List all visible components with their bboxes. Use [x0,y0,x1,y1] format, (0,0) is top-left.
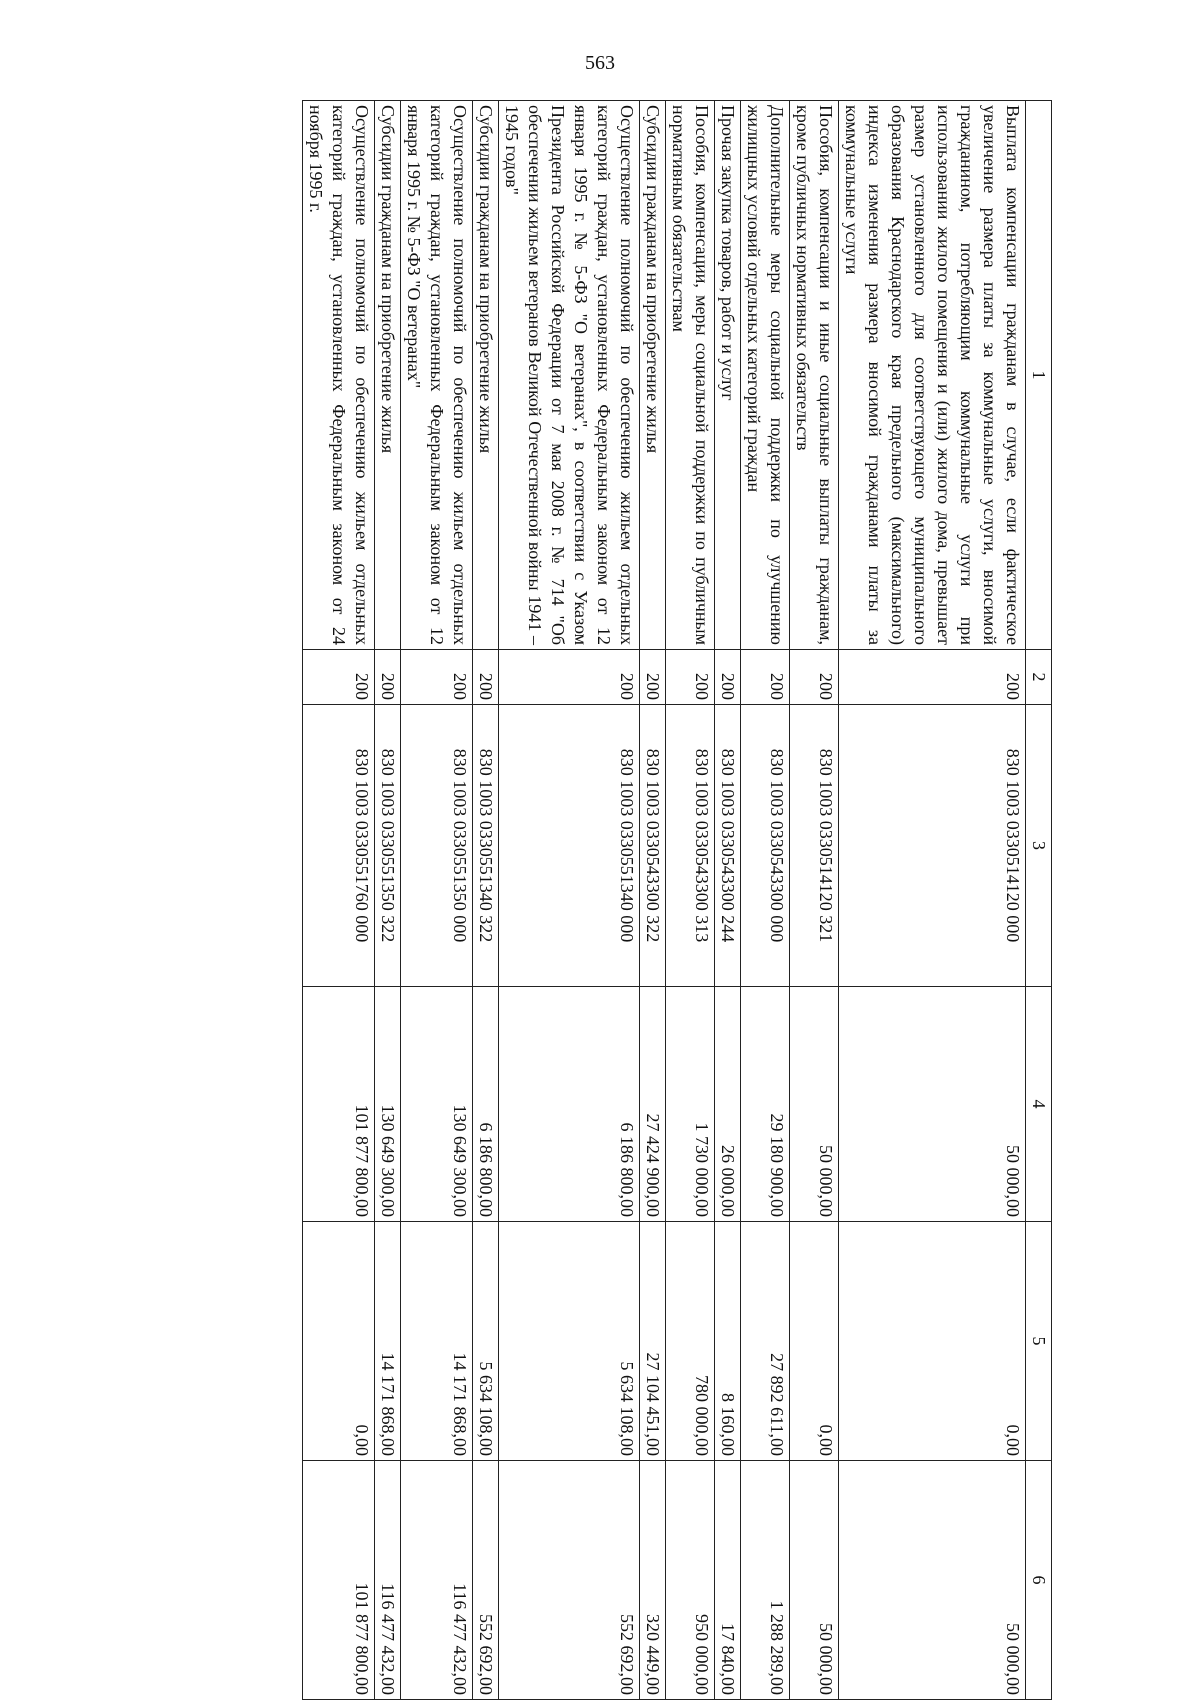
row-amount-col6: 17 840,00 [715,1461,741,1700]
row-amount-col6: 116 477 432,00 [401,1461,473,1700]
table-row [401,101,473,1700]
row-description: Пособия, компенсации и иные социальные выплаты гражданам, кроме публичных нормативных обязательств [790,101,839,650]
row-amount-col4: 26 000,00 [715,987,741,1222]
row-description: Прочая закупка товаров, работ и услуг [715,101,741,650]
row-classification-code: 830 1003 0330551350 322 [375,705,401,987]
column-header-1: 1 [1026,101,1052,650]
column-header-3: 3 [1026,705,1052,987]
table-row [790,101,839,1700]
row-code: 200 [666,650,715,705]
row-classification-code: 830 1003 0330543300 322 [640,705,666,987]
table-body [303,101,1026,1700]
row-amount-col4: 130 649 300,00 [375,987,401,1222]
row-description: Выплата компенсации гражданам в случае, если фактическое увеличение размера платы за коммунальные услуги, вносимой гражданином, потребляющим коммунальные услуги при использовании жилого помещения и (или) жилого дома, превышает размер установленного для соответствующего муниципального образования Краснодарского края предельного (максимального) индекса изменения размера вносимой гражданами платы за коммунальные услуги [839,101,1026,650]
row-amount-col5: 0,00 [790,1222,839,1461]
row-classification-code: 830 1003 0330514120 000 [839,705,1026,987]
row-amount-col4: 50 000,00 [790,987,839,1222]
row-amount-col4: 6 186 800,00 [499,987,640,1222]
row-classification-code: 830 1003 0330543300 244 [715,705,741,987]
row-amount-col6: 320 449,00 [640,1461,666,1700]
row-amount-col6: 1 288 289,00 [741,1461,790,1700]
row-code: 200 [790,650,839,705]
row-code: 200 [640,650,666,705]
row-description: Субсидии гражданам на приобретение жилья [640,101,666,650]
row-classification-code: 830 1003 0330543300 000 [741,705,790,987]
table-row [499,101,640,1700]
row-description: Пособия, компенсации, меры социальной поддержки по публичным нормативным обязательствам [666,101,715,650]
table-header-row [1026,101,1052,1700]
row-classification-code: 830 1003 0330551760 000 [303,705,375,987]
row-code: 200 [375,650,401,705]
budget-table [302,100,1052,1700]
row-amount-col4: 50 000,00 [839,987,1026,1222]
column-header-2: 2 [1026,650,1052,705]
row-code: 200 [839,650,1026,705]
row-amount-col4: 1 730 000,00 [666,987,715,1222]
row-classification-code: 830 1003 0330551340 000 [499,705,640,987]
row-amount-col5: 0,00 [303,1222,375,1461]
table-row [303,101,375,1700]
row-description: Дополнительные меры социальной поддержки по улучшению жилищных условий отдельных категорий граждан [741,101,790,650]
table-row [640,101,666,1700]
row-amount-col4: 101 877 800,00 [303,987,375,1222]
row-amount-col6: 552 692,00 [499,1461,640,1700]
row-amount-col5: 8 160,00 [715,1222,741,1461]
row-amount-col4: 27 424 900,00 [640,987,666,1222]
row-classification-code: 830 1003 0330514120 321 [790,705,839,987]
table-row [666,101,715,1700]
row-description: Осуществление полномочий по обеспечению жильем отдельных категорий граждан, установленных Федеральным законом от 24 ноября 1995 г. [303,101,375,650]
row-amount-col5: 5 634 108,00 [499,1222,640,1461]
row-code: 200 [401,650,473,705]
row-classification-code: 830 1003 0330551340 322 [473,705,499,987]
table-row [741,101,790,1700]
row-description: Осуществление полномочий по обеспечению жильем отдельных категорий граждан, установленных Федеральным законом от 12 января 1995 г. № 5-ФЗ "О ветеранах" [401,101,473,650]
row-amount-col5: 780 000,00 [666,1222,715,1461]
row-amount-col4: 6 186 800,00 [473,987,499,1222]
row-amount-col5: 14 171 868,00 [401,1222,473,1461]
row-amount-col6: 50 000,00 [839,1461,1026,1700]
row-code: 200 [473,650,499,705]
row-amount-col4: 29 180 900,00 [741,987,790,1222]
row-amount-col6: 552 692,00 [473,1461,499,1700]
table-row [715,101,741,1700]
page-number: 563 [585,52,615,74]
table-row [375,101,401,1700]
row-amount-col5: 27 104 451,00 [640,1222,666,1461]
row-amount-col6: 950 000,00 [666,1461,715,1700]
row-amount-col6: 116 477 432,00 [375,1461,401,1700]
row-code: 200 [715,650,741,705]
row-amount-col6: 50 000,00 [790,1461,839,1700]
column-header-6: 6 [1026,1461,1052,1700]
row-amount-col4: 130 649 300,00 [401,987,473,1222]
row-description: Осуществление полномочий по обеспечению жильем отдельных категорий граждан, установленных Федеральным законом от 12 января 1995 г. № 5-ФЗ "О ветеранах", в соответствии с Указом Президента Российской Федерации от 7 мая 2008 г. № 714 "Об обеспечении жильем ветеранов Великой Отечественной войны 1941 – 1945 годов" [499,101,640,650]
table-row [473,101,499,1700]
row-code: 200 [741,650,790,705]
row-amount-col6: 101 877 800,00 [303,1461,375,1700]
row-classification-code: 830 1003 0330543300 313 [666,705,715,987]
row-amount-col5: 27 892 611,00 [741,1222,790,1461]
row-code: 200 [303,650,375,705]
table-row [839,101,1026,1700]
row-amount-col5: 0,00 [839,1222,1026,1461]
row-description: Субсидии гражданам на приобретение жилья [375,101,401,650]
column-header-4: 4 [1026,987,1052,1222]
row-classification-code: 830 1003 0330551350 000 [401,705,473,987]
rotated-page-content [192,100,1052,1695]
row-description: Субсидии гражданам на приобретение жилья [473,101,499,650]
row-code: 200 [499,650,640,705]
row-amount-col5: 5 634 108,00 [473,1222,499,1461]
row-amount-col5: 14 171 868,00 [375,1222,401,1461]
column-header-5: 5 [1026,1222,1052,1461]
